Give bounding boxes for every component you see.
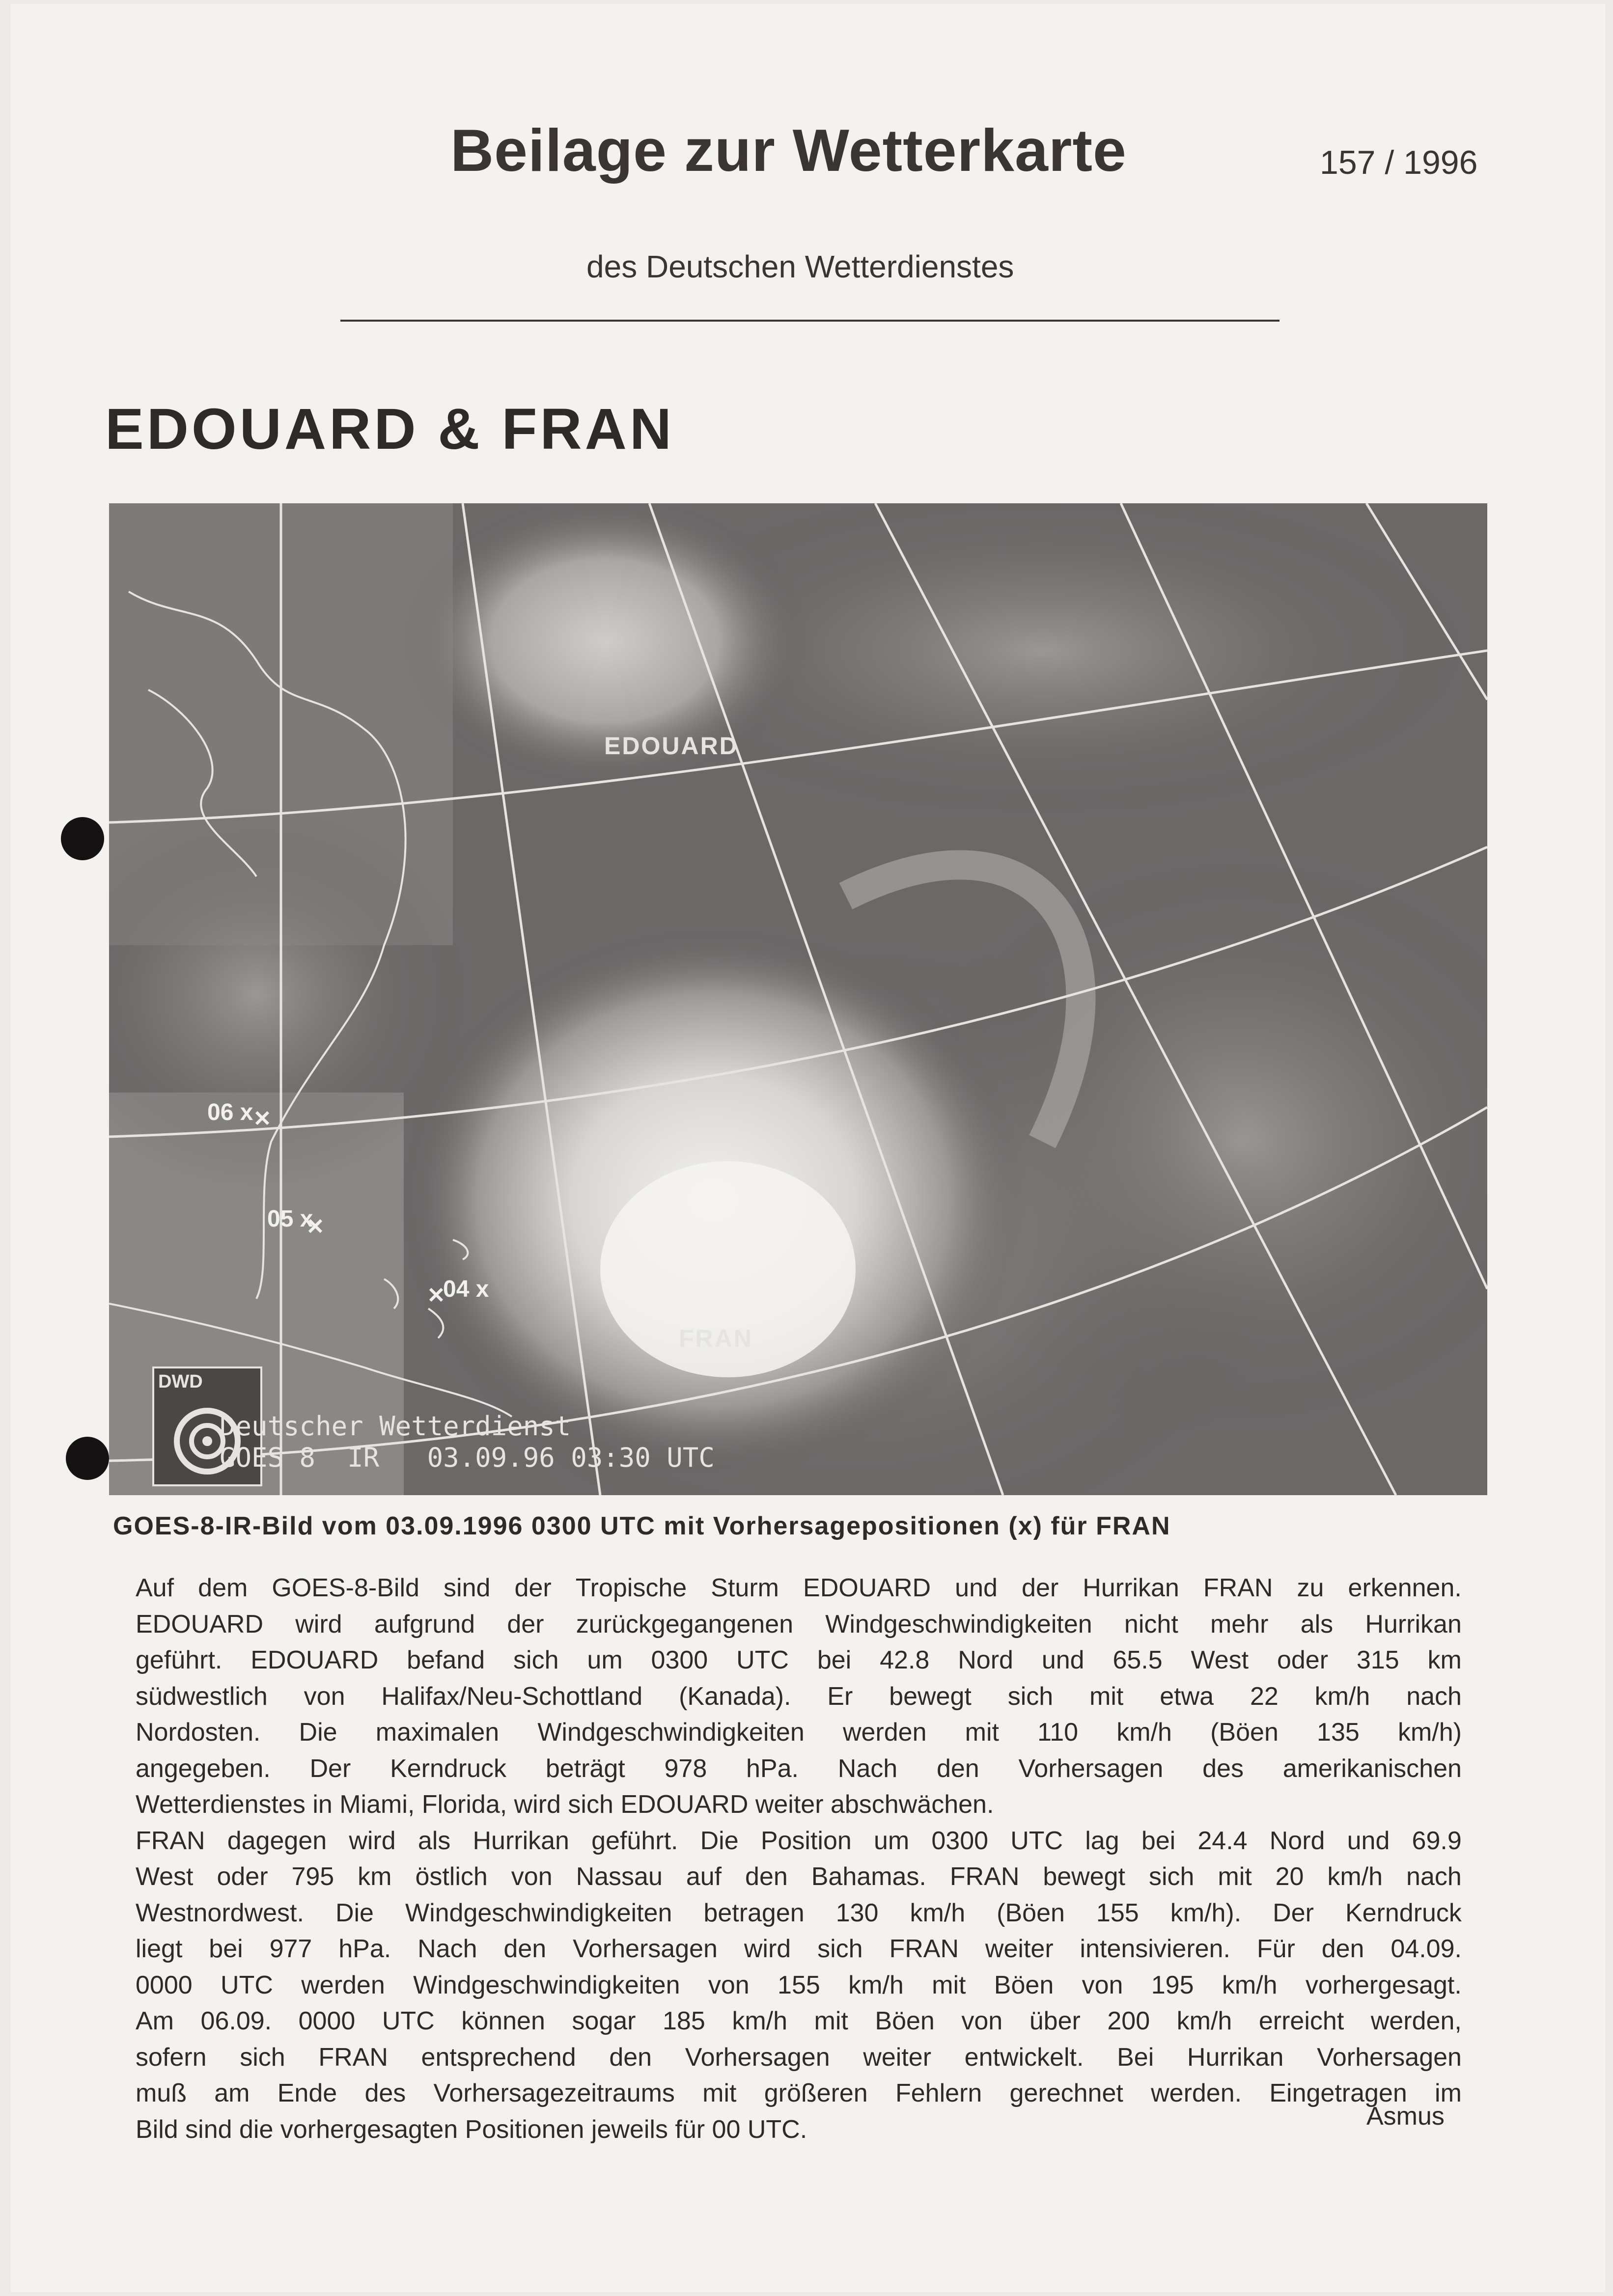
body-word: sich — [1007, 1682, 1054, 1711]
body-word: Ende — [277, 2079, 337, 2107]
body-word: der — [507, 1610, 544, 1639]
body-word: UTC — [221, 1970, 273, 1999]
body-word: FRAN — [136, 1826, 205, 1855]
body-word: West — [136, 1862, 194, 1891]
body-word: FRAN — [1203, 1574, 1273, 1602]
body-word: mit — [1218, 1862, 1252, 1891]
issue-number: 157 / 1996 — [1320, 144, 1478, 181]
image-stamp-time: GOES 8 IR 03.09.96 03:30 UTC — [220, 1442, 715, 1473]
body-word: aufgrund — [374, 1610, 475, 1639]
body-word: südwestlich — [136, 1682, 268, 1711]
body-word: Vorhersagen — [573, 1935, 718, 1963]
body-word: GOES-8-Bild — [272, 1574, 419, 1602]
body-word: Vorhersagen — [1317, 2043, 1462, 2072]
body-word: 0000 — [136, 1970, 193, 1999]
body-word: erreicht — [1258, 2007, 1344, 2035]
body-word: geführt. — [136, 1646, 222, 1674]
body-word: Vorhersagezeitraums — [433, 2079, 675, 2107]
body-word: 155 — [778, 1970, 820, 1999]
fran-label: FRAN — [679, 1325, 753, 1352]
body-word: den — [936, 1754, 979, 1783]
body-word: etwa — [1160, 1682, 1214, 1711]
body-word: entwickelt. — [964, 2043, 1084, 2072]
body-word: dagegen — [227, 1826, 327, 1855]
image-stamp-agency: Deutscher Wetterdienst — [220, 1411, 571, 1442]
body-word: und — [955, 1574, 998, 1602]
body-word: nicht — [1124, 1610, 1178, 1639]
forecast-position-05: 05 x — [267, 1206, 313, 1232]
body-word: von — [304, 1682, 345, 1711]
body-word: Windgeschwindigkeiten — [825, 1610, 1092, 1639]
body-word: 04.09. — [1391, 1935, 1462, 1963]
body-word: Nach — [837, 1754, 898, 1783]
body-word: des — [1202, 1754, 1244, 1783]
body-word: zu — [1297, 1574, 1324, 1602]
body-word: UTC — [382, 2007, 435, 2035]
body-word: oder — [1277, 1646, 1329, 1674]
body-word: auf — [686, 1862, 722, 1891]
body-word: Windgeschwindigkeiten — [405, 1898, 672, 1927]
body-word: km — [358, 1862, 392, 1891]
body-word: UTC — [736, 1646, 789, 1674]
body-word: 42.8 — [880, 1646, 930, 1674]
body-word: EDOUARD — [136, 1610, 264, 1639]
body-word: bewegt — [1043, 1862, 1126, 1891]
body-word: km/h) — [1397, 1718, 1462, 1747]
body-word: 155 — [1096, 1898, 1139, 1927]
body-word: 130 — [835, 1898, 879, 1927]
body-word: Für — [1256, 1935, 1295, 1963]
body-word: bei — [1141, 1826, 1176, 1855]
body-word: können — [461, 2007, 545, 2035]
body-word: 978 — [664, 1754, 707, 1783]
body-word: 24.4 — [1197, 1826, 1248, 1855]
body-word: intensivieren. — [1080, 1935, 1230, 1963]
body-word: den — [503, 1935, 547, 1963]
body-line — [136, 1679, 1462, 1715]
body-word: Die — [700, 1826, 739, 1855]
body-word: wird — [349, 1826, 396, 1855]
body-word: als — [1300, 1610, 1334, 1639]
article-headline: EDOUARD & FRAN — [105, 397, 675, 462]
body-word: im — [1435, 2079, 1462, 2107]
body-word: Auf — [136, 1574, 174, 1602]
body-word: werden — [301, 1970, 385, 1999]
body-word: Der — [309, 1754, 351, 1783]
author-name: Asmus — [1366, 2102, 1445, 2131]
body-word: den — [609, 2043, 652, 2072]
body-word: von — [511, 1862, 553, 1891]
body-word: beträgt — [545, 1754, 625, 1783]
body-word: km/h — [1116, 1718, 1172, 1747]
body-word: östlich — [415, 1862, 488, 1891]
body-word: Die — [335, 1898, 374, 1927]
body-word: geführt. — [591, 1826, 678, 1855]
body-line — [136, 1570, 1462, 1607]
body-word: 69.9 — [1412, 1826, 1462, 1855]
body-word: km/h — [1314, 1682, 1370, 1711]
body-word: weiter — [985, 1935, 1054, 1963]
body-word: Bei — [1117, 2043, 1154, 2072]
page-subtitle: des Deutschen Wetterdienstes — [586, 249, 1014, 284]
body-word: Nord — [1269, 1826, 1325, 1855]
body-word: mit — [932, 1970, 966, 1999]
body-word: 795 — [291, 1862, 334, 1891]
body-word: gerechnet — [1009, 2079, 1123, 2107]
body-word: sogar — [572, 2007, 636, 2035]
body-word: um — [873, 1826, 910, 1855]
body-word: der — [514, 1574, 552, 1602]
body-word: wird — [295, 1610, 342, 1639]
body-word: km/h — [848, 1970, 904, 1999]
body-line: Wetterdienstes in Miami, Florida, wird sich EDOUARD weiter abschwächen. — [136, 1790, 994, 1819]
body-word: Nordosten. — [136, 1718, 261, 1747]
body-line — [136, 2076, 1462, 2112]
body-word: bei — [817, 1646, 852, 1674]
body-word: Böen — [875, 2007, 935, 2035]
body-word: lag — [1085, 1826, 1119, 1855]
body-word: Sturm — [711, 1574, 779, 1602]
body-word: Vorhersagen — [1018, 1754, 1164, 1783]
body-word: Eingetragen — [1269, 2079, 1407, 2107]
body-word: km/h — [1222, 1970, 1278, 1999]
article-body — [136, 1570, 1462, 2148]
body-word: Die — [299, 1718, 337, 1747]
body-word: Windgeschwindigkeiten — [413, 1970, 680, 1999]
body-word: km/h — [732, 2007, 787, 2035]
body-word: als — [417, 1826, 451, 1855]
body-word: 185 — [663, 2007, 705, 2035]
body-word: 195 — [1151, 1970, 1194, 1999]
body-word: 110 — [1037, 1718, 1079, 1747]
body-word: größeren — [764, 2079, 868, 2107]
body-word: und — [1041, 1646, 1085, 1674]
body-word: des — [364, 2079, 406, 2107]
body-line — [136, 1751, 1462, 1787]
body-word: sofern — [136, 2043, 207, 2072]
body-word: 135 — [1317, 1718, 1360, 1747]
body-word: von — [961, 2007, 1003, 2035]
forecast-position-06: 06 x — [207, 1099, 253, 1125]
body-word: km/h — [1176, 2007, 1232, 2035]
body-word: Böen — [994, 1970, 1054, 1999]
body-word: muß — [136, 2079, 187, 2107]
body-word: amerikanischen — [1282, 1754, 1462, 1783]
body-word: Nassau — [576, 1862, 663, 1891]
body-word: weiter — [863, 2043, 932, 2072]
edouard-label: EDOUARD — [604, 732, 739, 760]
punch-hole-top — [61, 817, 104, 860]
body-line — [136, 1607, 1462, 1643]
body-word: am — [214, 2079, 250, 2107]
body-word: 0000 — [298, 2007, 356, 2035]
body-word: nach — [1406, 1862, 1462, 1891]
body-word: (Böen — [997, 1898, 1065, 1927]
body-word: vorhergesagt. — [1305, 1970, 1462, 1999]
body-word: km/h). — [1170, 1898, 1242, 1927]
body-word: 65.5 — [1112, 1646, 1163, 1674]
body-word: 0300 — [931, 1826, 989, 1855]
body-word: Halifax/Neu-Schottland — [381, 1682, 643, 1711]
body-word: UTC — [1010, 1826, 1063, 1855]
body-word: Nach — [417, 1935, 477, 1963]
body-line — [136, 1895, 1462, 1932]
body-word: 315 — [1356, 1646, 1399, 1674]
body-word: Er — [827, 1682, 853, 1711]
body-word: Kerndruck — [1345, 1898, 1462, 1927]
body-word: werden — [842, 1718, 927, 1747]
body-word: den — [745, 1862, 788, 1891]
body-word: angegeben. — [136, 1754, 271, 1783]
body-line — [136, 2003, 1462, 2040]
body-word: Kerndruck — [390, 1754, 507, 1783]
body-word: sich — [513, 1646, 559, 1674]
body-word: FRAN — [318, 2043, 388, 2072]
body-word: West — [1191, 1646, 1249, 1674]
body-word: (Kanada). — [679, 1682, 791, 1711]
body-word: sich — [240, 2043, 285, 2072]
body-line — [136, 2040, 1462, 2076]
body-word: und — [1347, 1826, 1390, 1855]
body-word: sind — [444, 1574, 491, 1602]
body-word: der — [1022, 1574, 1059, 1602]
body-word: bewegt — [889, 1682, 972, 1711]
body-word: Am — [136, 2007, 174, 2035]
body-word: werden, — [1370, 2007, 1462, 2035]
body-line: Bild sind die vorhergesagten Positionen jeweils für 00 UTC. — [136, 2115, 807, 2144]
body-word: Westnordwest. — [136, 1898, 304, 1927]
body-word: Fehlern — [895, 2079, 982, 2107]
body-word: befand — [407, 1646, 485, 1674]
body-word: Hurrikan — [1187, 2043, 1284, 2072]
dwd-logo-text: DWD — [158, 1371, 203, 1392]
body-word: (Böen — [1210, 1718, 1279, 1747]
satellite-image — [109, 503, 1487, 1495]
body-word: mit — [965, 1718, 999, 1747]
body-word: Tropische — [575, 1574, 687, 1602]
body-word: Hurrikan — [1365, 1610, 1462, 1639]
body-word: Hurrikan — [473, 1826, 569, 1855]
body-word: FRAN — [949, 1862, 1020, 1891]
body-word: werden. — [1151, 2079, 1242, 2107]
body-word: mit — [702, 2079, 737, 2107]
body-word: Vorhersagen — [685, 2043, 830, 2072]
body-word: Der — [1273, 1898, 1314, 1927]
body-word: 20 — [1275, 1862, 1304, 1891]
body-word: FRAN — [889, 1935, 959, 1963]
body-word: Nord — [958, 1646, 1013, 1674]
body-word: 06.09. — [200, 2007, 272, 2035]
body-word: erkennen. — [1348, 1574, 1462, 1602]
body-word: 200 — [1107, 2007, 1150, 2035]
body-word: den — [1321, 1935, 1364, 1963]
body-word: km/h — [1327, 1862, 1383, 1891]
body-line — [136, 1823, 1462, 1859]
body-word: km/h — [910, 1898, 966, 1927]
body-line — [136, 1642, 1462, 1679]
body-line — [136, 1859, 1462, 1895]
body-word: Windgeschwindigkeiten — [537, 1718, 805, 1747]
body-word: über — [1029, 2007, 1081, 2035]
body-word: EDOUARD — [803, 1574, 931, 1602]
punch-hole-bottom — [66, 1437, 109, 1480]
body-line — [136, 1715, 1462, 1751]
body-word: liegt — [136, 1935, 183, 1963]
title-divider — [340, 320, 1279, 322]
body-word: 0300 — [651, 1646, 708, 1674]
body-word: Bahamas. — [811, 1862, 926, 1891]
body-word: entsprechend — [421, 2043, 576, 2072]
body-word: wird — [744, 1935, 791, 1963]
body-word: 977 — [269, 1935, 312, 1963]
page-title: Beilage zur Wetterkarte — [450, 117, 1127, 184]
body-word: km — [1427, 1646, 1462, 1674]
body-word: 22 — [1250, 1682, 1279, 1711]
body-word: Hurrikan — [1083, 1574, 1179, 1602]
body-word: sich — [817, 1935, 863, 1963]
body-word: sich — [1148, 1862, 1195, 1891]
body-word: um — [587, 1646, 623, 1674]
body-word: mit — [814, 2007, 848, 2035]
body-word: von — [708, 1970, 750, 1999]
body-word: betragen — [703, 1898, 805, 1927]
body-word: oder — [217, 1862, 268, 1891]
body-word: mit — [1089, 1682, 1124, 1711]
body-word: bei — [209, 1935, 243, 1963]
body-word: EDOUARD — [250, 1646, 379, 1674]
body-word: hPa. — [338, 1935, 391, 1963]
body-word: zurückgegangenen — [576, 1610, 794, 1639]
body-word: hPa. — [746, 1754, 799, 1783]
body-word: dem — [198, 1574, 248, 1602]
body-line — [136, 1931, 1462, 1968]
satellite-image-graphic — [109, 503, 1487, 1495]
body-word: nach — [1406, 1682, 1462, 1711]
forecast-position-04: 04 x — [443, 1276, 489, 1302]
body-word: mehr — [1210, 1610, 1269, 1639]
body-line — [136, 1968, 1462, 2004]
body-word: Position — [760, 1826, 852, 1855]
body-word: von — [1082, 1970, 1123, 1999]
body-word: maximalen — [375, 1718, 500, 1747]
image-caption: GOES-8-IR-Bild vom 03.09.1996 0300 UTC mit Vorhersagepositionen (x) für FRAN — [113, 1512, 1171, 1540]
